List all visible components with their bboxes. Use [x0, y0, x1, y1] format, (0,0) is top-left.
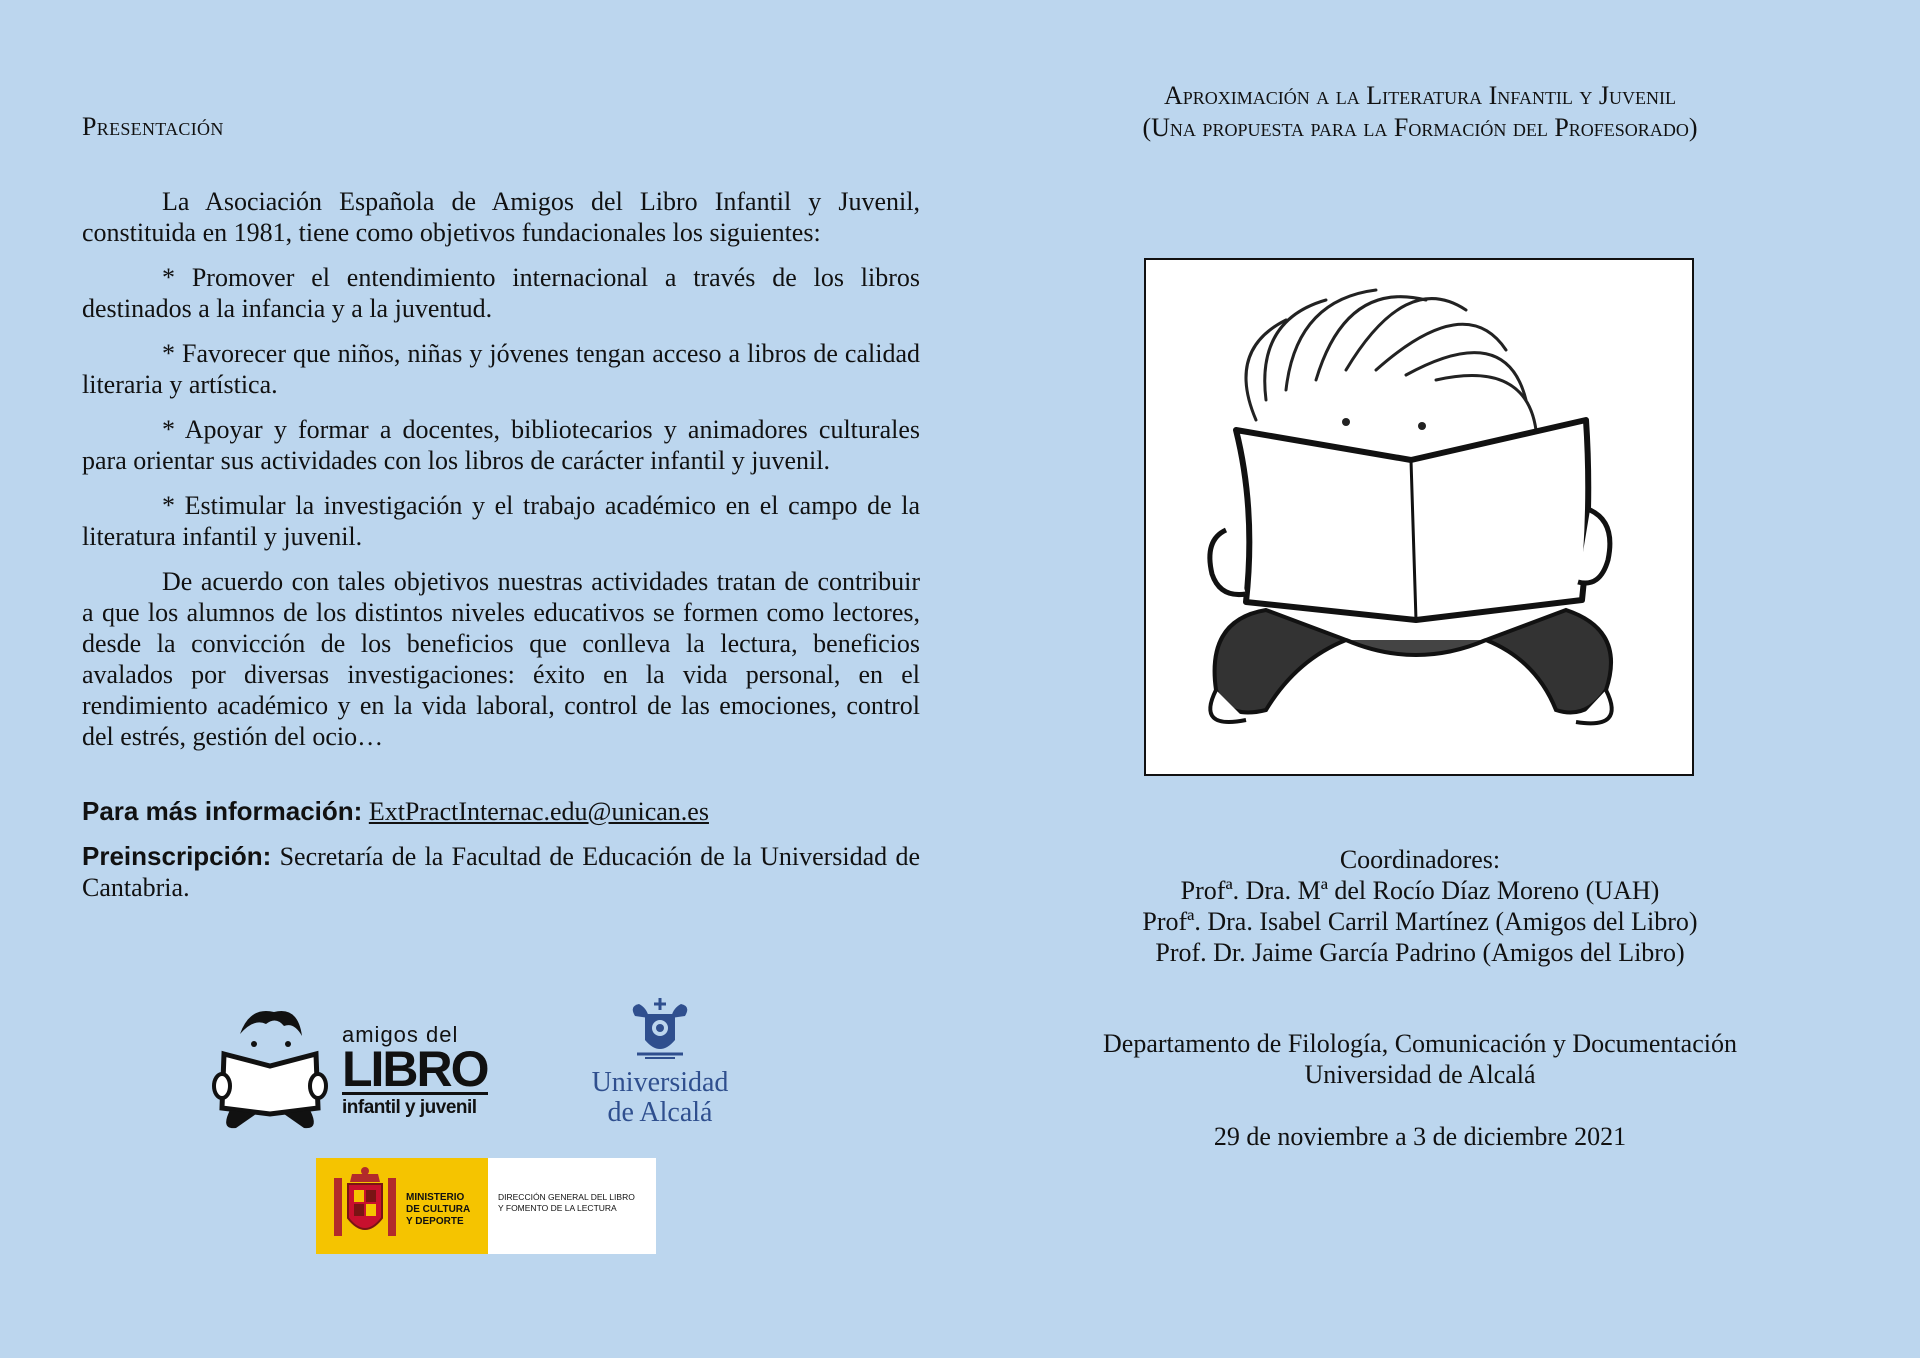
- direction-text: [498, 1192, 635, 1214]
- paragraph-objective-1: * Promover el entendimiento internacional a través de los libros destinados a la infancia y a la juventud.: [82, 263, 920, 323]
- presentation-column: [82, 112, 920, 917]
- uah-text: [580, 1068, 740, 1128]
- coordinators-block: [1030, 844, 1810, 968]
- ministry-line1: MINISTERIO: [406, 1192, 465, 1203]
- amigos-del-libro-logo: [210, 1004, 488, 1134]
- info-line: [82, 796, 920, 827]
- department-block: [1030, 1028, 1810, 1090]
- info-label: Para más información:: [82, 796, 363, 826]
- uah-line2: de Alcalá: [607, 1097, 713, 1128]
- course-dates: 29 de noviembre a 3 de diciembre 2021: [1213, 1122, 1627, 1151]
- preinscription-line: [82, 841, 920, 903]
- course-subtitle: (Una propuesta para la Formación del Profesorado): [1142, 113, 1698, 142]
- paragraph-objective-3: * Apoyar y formar a docentes, bibliotecarios y animadores culturales para orientar sus actividades con los libros de carácter infantil y juvenil.: [82, 415, 920, 475]
- amigos-line1: amigos del: [342, 1022, 459, 1047]
- paragraph-activities: De acuerdo con tales objetivos nuestras actividades tratan de contribuir a que los alumnos de los distintos niveles educativos se formen como lectores, desde la convicción de los beneficios que conlleva la lectura, beneficios avalados por diversas investigaciones: éxito en la vida personal, en el rendimiento académico y en la vida laboral, control de las emociones, control del estrés, gestión del ocio…: [82, 567, 920, 751]
- uah-line1: Universidad: [591, 1067, 729, 1098]
- reading-child-drawing-icon: [1146, 260, 1692, 774]
- ministry-line2: DE CULTURA: [406, 1204, 471, 1215]
- info-email-link[interactable]: ExtPractInternac.edu@unican.es: [368, 797, 709, 826]
- preinscription-label: Preinscripción:: [82, 841, 272, 871]
- coordinator-3: Prof. Dr. Jaime García Padrino (Amigos del Libro): [1155, 938, 1685, 967]
- paragraph-objective-2: * Favorecer que niños, niñas y jóvenes tengan acceso a libros de calidad literaria y artística.: [82, 339, 920, 399]
- ministry-yellow-panel: [316, 1158, 488, 1254]
- course-title: Aproximación a la Literatura Infantil y Juvenil: [1163, 81, 1677, 110]
- ministry-white-panel: [488, 1158, 656, 1254]
- ministerio-cultura-logo: [316, 1158, 656, 1254]
- coordinator-2: Profª. Dra. Isabel Carril Martínez (Amigos del Libro): [1142, 907, 1698, 936]
- amigos-line3: infantil y juvenil: [342, 1092, 488, 1119]
- university-name: Universidad de Alcalá: [1304, 1060, 1536, 1089]
- spain-coat-of-arms-icon: [330, 1164, 400, 1248]
- coordinator-1: Profª. Dra. Mª del Rocío Díaz Moreno (UAH): [1180, 876, 1660, 905]
- direction-line2: Y FOMENTO DE LA LECTURA: [498, 1203, 617, 1213]
- preinscription-text: Secretaría de la Facultad de Educación de la Universidad de Cantabria.: [82, 842, 920, 902]
- info-block: [82, 796, 920, 903]
- section-title: Presentación: [82, 112, 224, 141]
- ministry-line3: Y DEPORTE: [406, 1216, 464, 1227]
- amigos-line2: LIBRO: [342, 1041, 488, 1097]
- coordinators-heading: Coordinadores:: [1339, 845, 1501, 874]
- ministry-text: [406, 1192, 470, 1228]
- title-block: [1030, 80, 1810, 144]
- uah-crest-icon: [625, 996, 695, 1062]
- paragraph-intro: La Asociación Española de Amigos del Libro Infantil y Juvenil, constituida en 1981, tiene como objetivos fundacionales los siguientes:: [82, 187, 920, 247]
- paragraph-objective-4: * Estimular la investigación y el trabajo académico en el campo de la literatura infantil y juvenil.: [82, 491, 920, 551]
- reading-child-logo-icon: [210, 1004, 330, 1134]
- amigos-text: [342, 1024, 488, 1119]
- reading-child-illustration: [1144, 258, 1694, 776]
- direction-line1: DIRECCIÓN GENERAL DEL LIBRO: [498, 1192, 635, 1202]
- universidad-alcala-logo: [580, 996, 740, 1132]
- department-name: Departamento de Filología, Comunicación y Documentación: [1103, 1029, 1737, 1058]
